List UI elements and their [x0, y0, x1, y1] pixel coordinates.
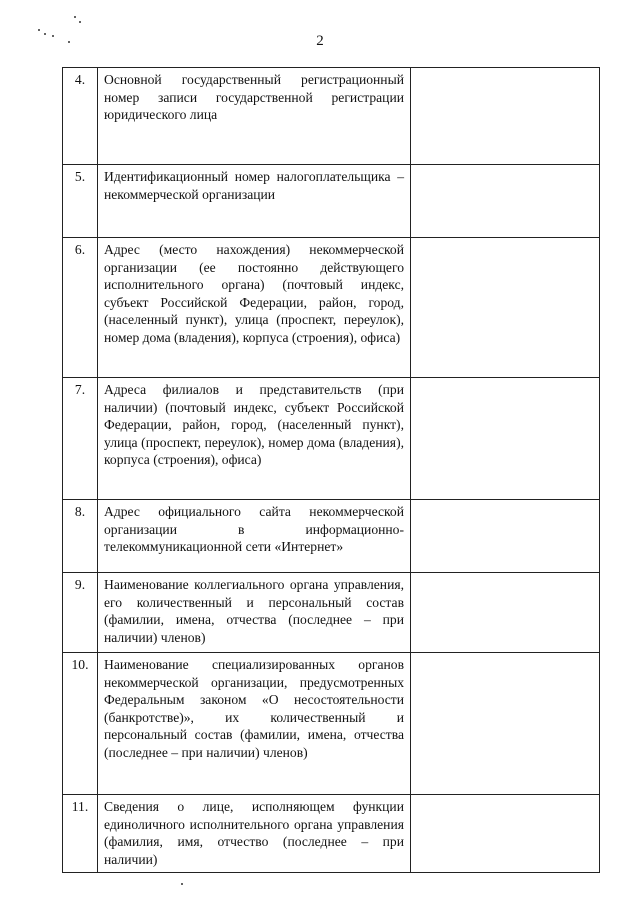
row-description: Сведения о лице, исполняющем функции единоличного исполнительного органа управления (фамилия, имя, отчество (последнее – при наличии) [98, 795, 411, 873]
row-number: 6. [63, 238, 98, 378]
row-description: Адрес официального сайта некоммерческой организации в информационно-телекоммуникационной сети «Интернет» [98, 500, 411, 573]
table-row [63, 500, 600, 573]
row-description: Основной государственный регистрационный номер записи государственной регистрации юридического лица [98, 68, 411, 165]
row-number: 11. [63, 795, 98, 873]
row-value-cell[interactable] [411, 795, 600, 873]
row-number: 9. [63, 573, 98, 653]
table-row [63, 238, 600, 378]
row-description: Наименование специализированных органов некоммерческой организации, предусмотренных Федеральным законом «О несостоятельности (банкротстве)», их количественный и персональный состав (фамилии, имена, отчества (последнее – при наличии) членов) [98, 653, 411, 795]
information-table [62, 67, 600, 873]
scan-speck [38, 29, 40, 31]
row-description: Наименование коллегиального органа управления, его количественный и персональный состав (фамилии, имена, отчества (последнее – при наличии) членов) [98, 573, 411, 653]
row-description: Идентификационный номер налогоплательщика – некоммерческой организации [98, 165, 411, 238]
row-number: 10. [63, 653, 98, 795]
table-row [63, 378, 600, 500]
row-number: 7. [63, 378, 98, 500]
row-value-cell[interactable] [411, 500, 600, 573]
row-value-cell[interactable] [411, 165, 600, 238]
table-row [63, 165, 600, 238]
row-number: 4. [63, 68, 98, 165]
page-number: 2 [316, 33, 324, 49]
table-row [63, 795, 600, 873]
row-value-cell[interactable] [411, 653, 600, 795]
row-description: Адрес (место нахождения) некоммерческой организации (ее постоянно действующего исполнительного органа) (почтовый индекс, субъект Российской Федерации, район, город, (населенный пункт), улица (проспект, переулок), номер дома (владения), корпуса (строения), офиса) [98, 238, 411, 378]
row-number: 5. [63, 165, 98, 238]
scan-speck [74, 16, 76, 18]
table-row [63, 573, 600, 653]
row-description: Адреса филиалов и представительств (при наличии) (почтовый индекс, субъект Российской Федерации, район, город, (населенный пункт), улица (проспект, переулок), номер дома (владения), корпуса (строения), офиса) [98, 378, 411, 500]
row-value-cell[interactable] [411, 68, 600, 165]
scan-speck [181, 883, 183, 885]
row-number: 8. [63, 500, 98, 573]
row-value-cell[interactable] [411, 573, 600, 653]
row-value-cell[interactable] [411, 378, 600, 500]
table-row [63, 68, 600, 165]
row-value-cell[interactable] [411, 238, 600, 378]
table-row [63, 653, 600, 795]
scan-speck [79, 21, 81, 23]
